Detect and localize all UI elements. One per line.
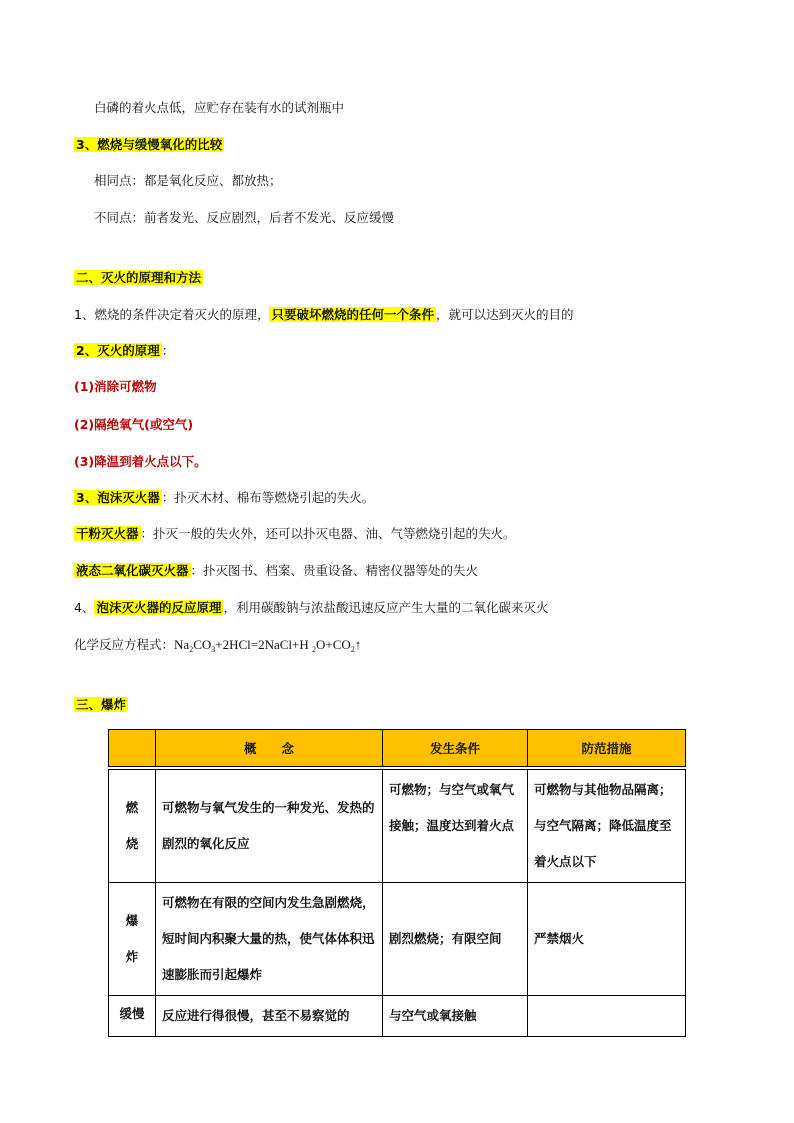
row-label: 爆 炸 — [109, 883, 156, 996]
paragraph-2-title — [74, 342, 174, 360]
part-3-title — [74, 696, 128, 714]
powder-extinguisher-line — [74, 525, 516, 543]
eq-subscript: 2 — [350, 645, 355, 654]
concept-cell: 反应进行得很慢，甚至不易察觉的 — [156, 996, 383, 1037]
foam-extinguisher-line — [74, 489, 374, 507]
foam-label: 3、泡沫灭火器 — [76, 490, 160, 505]
paragraph-1 — [74, 306, 574, 324]
eq-subscript: 3 — [211, 645, 216, 654]
row-label: 燃 烧 — [109, 770, 156, 883]
part-3-title-text: 三、爆炸 — [76, 697, 127, 712]
eq-part: +2HCl=2NaCl+H — [215, 637, 312, 652]
section-3-title-text: 3、燃烧与缓慢氧化的比较 — [76, 137, 223, 152]
eq-part: Na — [174, 637, 190, 652]
intro-line: 白磷的着火点低，应贮存在装有水的试剂瓶中 — [94, 100, 345, 115]
header-cell — [109, 730, 156, 767]
equation-label: 化学反应方程式： — [74, 637, 175, 652]
p1-prefix: 1、燃烧的条件决定着灭火的原理， — [74, 307, 270, 322]
eq-subscript: 2 — [312, 645, 316, 654]
p1-highlight: 只要破坏燃烧的任何一个条件 — [271, 307, 434, 322]
chemical-equation — [174, 637, 361, 652]
equation-line — [74, 636, 361, 654]
eq-part: CO — [193, 637, 212, 652]
co2-text: ：扑灭图书、档案、贵重设备、精密仪器等处的失火 — [190, 563, 479, 578]
paragraph-4 — [74, 599, 548, 617]
part-2-title-text: 二、灭火的原理和方法 — [76, 270, 202, 285]
table-row — [109, 770, 686, 883]
powder-text: ：扑灭一般的失火外，还可以扑灭电器、油、气等燃烧引起的失火。 — [140, 526, 516, 541]
section-3-title — [74, 136, 224, 154]
concept-cell: 可燃物与氧气发生的一种发光、发热的剧烈的氧化反应 — [156, 770, 383, 883]
condition-cell: 可燃物；与空气或氧气接触；温度达到着火点 — [383, 770, 528, 883]
condition-cell: 与空气或氧接触 — [383, 996, 528, 1037]
row-label: 缓慢 — [109, 996, 156, 1037]
p4-prefix: 4、 — [74, 600, 95, 615]
table-row — [109, 996, 686, 1037]
prevention-cell — [528, 996, 686, 1037]
header-cell: 概 念 — [156, 730, 383, 767]
same-points: 相同点：都是氧化反应、都放热； — [94, 173, 282, 188]
up-arrow-symbol: ↑ — [354, 637, 362, 652]
condition-cell: 剧烈燃烧；有限空间 — [383, 883, 528, 996]
co2-label: 液态二氧化碳灭火器 — [76, 563, 189, 578]
p4-highlight: 泡沫灭火器的反应原理 — [96, 600, 222, 615]
method-3: (3)降温到着火点以下。 — [74, 454, 207, 469]
concept-cell: 可燃物在有限的空间内发生急剧燃烧，短时间内积聚大量的热，使气体体积迅速膨胀而引起爆炸 — [156, 883, 383, 996]
method-1: (1)消除可燃物 — [74, 379, 157, 394]
p1-suffix: ，就可以达到灭火的目的 — [435, 307, 574, 322]
table-header-row — [109, 730, 686, 767]
foam-text: ：扑灭木材、棉布等燃烧引起的失火。 — [161, 490, 375, 505]
comparison-table — [108, 729, 686, 1037]
eq-subscript: 2 — [189, 645, 194, 654]
diff-points: 不同点：前者发光、反应剧烈，后者不发光、反应缓慢 — [94, 210, 395, 225]
method-2: (2)隔绝氧气(或空气) — [74, 417, 194, 432]
eq-part: O+CO — [316, 637, 351, 652]
p2-title-text: 2、灭火的原理 — [76, 343, 160, 358]
prevention-cell: 可燃物与其他物品隔离；与空气隔离；降低温度至着火点以下 — [528, 770, 686, 883]
header-cell: 发生条件 — [383, 730, 528, 767]
header-cell: 防范措施 — [528, 730, 686, 767]
p4-suffix: ，利用碳酸钠与浓盐酸迅速反应产生大量的二氧化碳来灭火 — [223, 600, 549, 615]
table-row — [109, 883, 686, 996]
powder-label: 干粉灭火器 — [76, 526, 139, 541]
p2-colon: ： — [161, 343, 175, 358]
prevention-cell: 严禁烟火 — [528, 883, 686, 996]
part-2-title — [74, 269, 203, 287]
co2-extinguisher-line — [74, 562, 478, 580]
